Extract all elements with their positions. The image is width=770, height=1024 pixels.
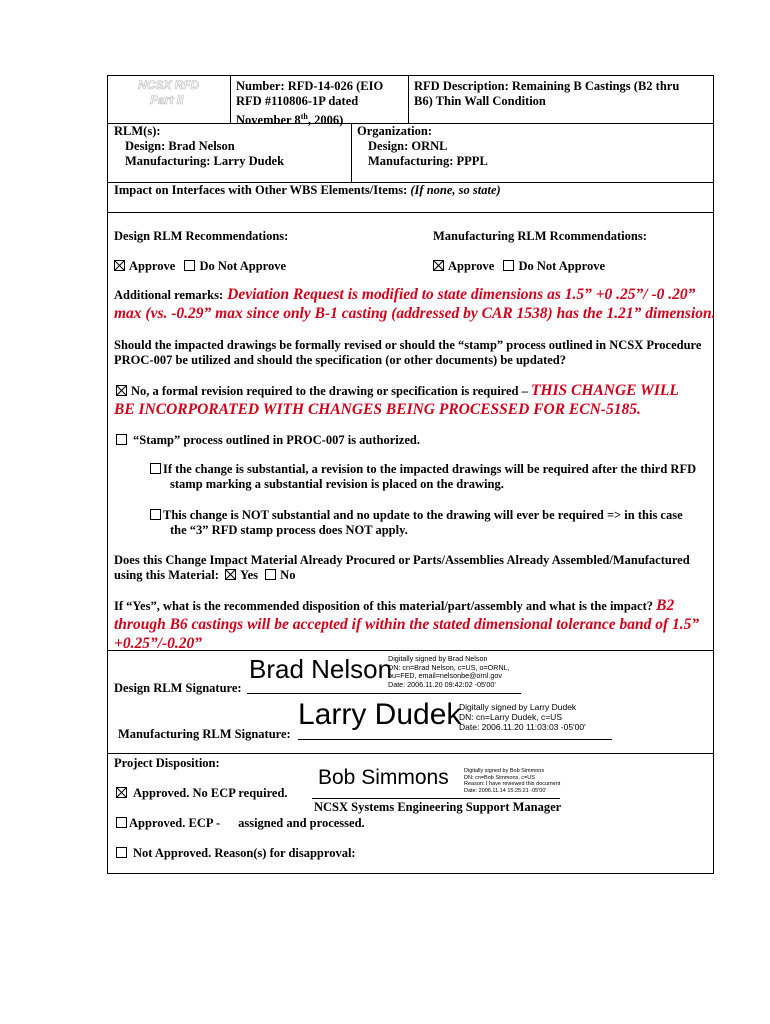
design-approve-checkbox[interactable]	[114, 260, 125, 271]
revision-question: Should the impacted drawings be formally revised or should the “stamp” process outlined in NCSX Procedure PROC-007 be utilized and should the specification (or other documents) be updated?	[114, 338, 702, 367]
manufacturing-signature-meta: Digitally signed by Larry Dudek DN: cn=Larry Dudek, c=US Date: 2006.11.20 11:03:03 -05'00'	[459, 702, 586, 732]
option-stamp: “Stamp” process outlined in PROC-007 is authorized.	[116, 433, 420, 448]
material-yes-checkbox[interactable]	[225, 569, 236, 580]
manufacturing-do-not-approve-checkbox[interactable]	[503, 260, 514, 271]
stamp-checkbox[interactable]	[116, 434, 127, 445]
project-signature-name: Bob Simmons	[318, 766, 449, 789]
manufacturing-signature-name: Larry Dudek	[298, 698, 462, 731]
disposition-question: If “Yes”, what is the recommended disposition of this material/part/assembly and what is the impact? B2 through B6 castings will be accepted if within the stated dimensional tolerance band of 1.5” +0.25”/-0.20”	[114, 597, 700, 652]
substantial-checkbox[interactable]	[150, 463, 161, 474]
approved-no-ecp-checkbox[interactable]	[116, 787, 127, 798]
rfd-number: Number: RFD-14-026 (EIO RFD #110806-1P dated November 8th, 2006)	[236, 79, 384, 128]
suboption-not-substantial: This change is NOT substantial and no update to the drawing will ever be required => in this case the “3” RFD stamp process does NOT apply.	[150, 508, 683, 538]
design-signature-name: Brad Nelson	[249, 654, 393, 684]
design-recommendations-label: Design RLM Recommendations:	[114, 229, 289, 243]
design-do-not-approve-checkbox[interactable]	[184, 260, 195, 271]
manufacturing-approve-checkbox[interactable]	[433, 260, 444, 271]
material-no-checkbox[interactable]	[265, 569, 276, 580]
impact-label: Impact on Interfaces with Other WBS Elements/Items: (If none, so state)	[114, 183, 501, 197]
rfd-description: RFD Description: Remaining B Castings (B2 thru B6) Thin Wall Condition	[414, 79, 680, 108]
design-signature-label: Design RLM Signature:	[114, 681, 242, 695]
manufacturing-recommendations-label: Manufacturing RLM Rcommendations:	[433, 229, 647, 243]
project-disposition-label: Project Disposition:	[114, 756, 220, 770]
logo	[138, 78, 199, 108]
design-signature-meta: Digitally signed by Brad Nelson DN: cn=Brad Nelson, c=US, o=ORNL, ou=FED, email=nelsonbe@ornl.gov Date: 2006.11.20 09:42:02 -05'00'	[388, 654, 510, 689]
not-substantial-checkbox[interactable]	[150, 509, 161, 520]
approved-ecp-checkbox[interactable]	[116, 817, 127, 828]
project-signer-title: NCSX Systems Engineering Support Manager	[314, 800, 562, 814]
not-approved: Not Approved. Reason(s) for disapproval:	[116, 846, 356, 861]
rlm-block: RLM(s): Design: Brad Nelson Manufacturing: Larry Dudek	[114, 124, 285, 168]
suboption-substantial: If the change is substantial, a revision to the impacted drawings will be required after the third RFD stamp marking a substantial revision is placed on the drawing.	[150, 462, 696, 492]
additional-remarks: Additional remarks: Deviation Request is modified to state dimensions as 1.5” +0 .25”/ -0 .20” max (vs. -0.29” max since only B-1 casting (addressed by CAR 1538) has the 1.21” dimension.	[114, 286, 716, 322]
rfd-form	[107, 75, 714, 874]
formal-revision-checkbox[interactable]	[116, 385, 127, 396]
option-formal-revision: No, a formal revision required to the drawing or specification is required – THIS CHANGE WILL BE INCORPORATED WITH CHANGES BEING PROCESSED FOR ECN-5185.	[114, 382, 679, 418]
not-approved-checkbox[interactable]	[116, 847, 127, 858]
material-question: Does this Change Impact Material Already Procured or Parts/Assemblies Already Assembled/Manufactured using this Material: Yes No	[114, 553, 690, 582]
approved-ecp: Approved. ECP - assigned and processed.	[116, 816, 365, 831]
logo-line1: NCSX RFD	[138, 78, 200, 92]
project-signature-meta: Digitally signed by Bob Simmons DN: cn=Bob Simmons, c=US Reason: I have reviewed this document Date: 2006.11.14 15:25:21 -05'00'	[464, 768, 561, 794]
manufacturing-approval-options: Approve Do Not Approve	[433, 259, 605, 274]
logo-line2: Part II	[150, 93, 184, 107]
organization-block: Organization: Design: ORNL Manufacturing: PPPL	[357, 124, 488, 168]
manufacturing-signature-label: Manufacturing RLM Signature:	[118, 727, 291, 741]
design-approval-options: Approve Do Not Approve	[114, 259, 286, 274]
approved-no-ecp: Approved. No ECP required.	[116, 786, 288, 801]
